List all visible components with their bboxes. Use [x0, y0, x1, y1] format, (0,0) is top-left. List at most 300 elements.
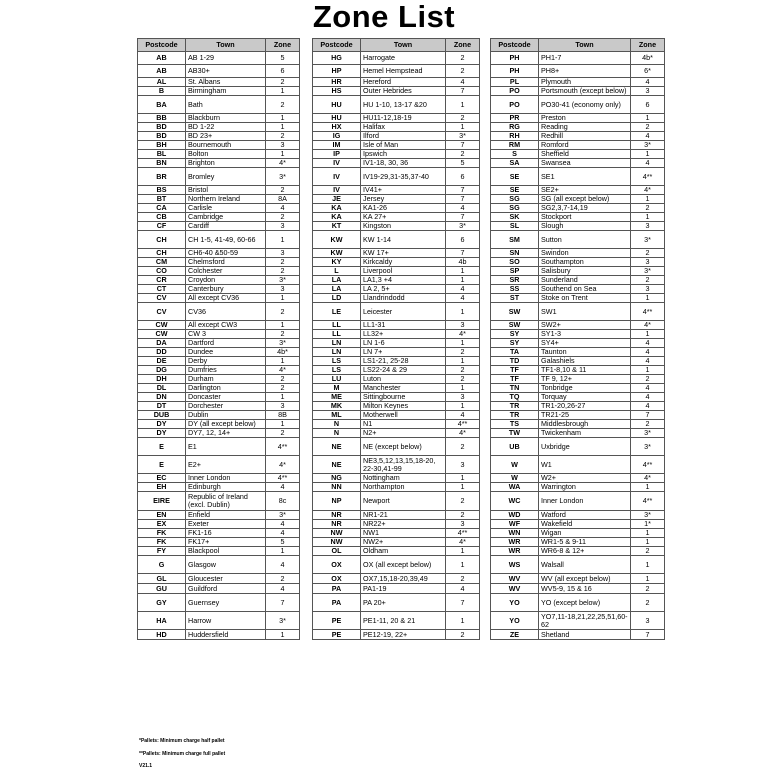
town-cell: Reading — [539, 123, 631, 132]
zone-cell: 7 — [446, 87, 480, 96]
town-cell: PA1-19 — [361, 584, 446, 594]
table-row — [491, 267, 665, 276]
table-row — [491, 594, 665, 612]
town-cell: OX7,15,18-20,39,49 — [361, 574, 446, 584]
postcode-cell: GL — [138, 574, 186, 584]
zone-cell: 5 — [266, 52, 300, 65]
table-row — [138, 78, 300, 87]
zone-cell: 4* — [631, 186, 665, 195]
zone-cell: 1 — [631, 538, 665, 547]
postcode-cell: PR — [491, 114, 539, 123]
table-row — [313, 285, 480, 294]
town-cell: Dundee — [186, 348, 266, 357]
zone-cell: 4 — [631, 132, 665, 141]
zone-cell: 2 — [631, 584, 665, 594]
table-row — [138, 294, 300, 303]
postcode-cell: YO — [491, 594, 539, 612]
postcode-cell: HU — [313, 114, 361, 123]
zone-cell: 4 — [266, 204, 300, 213]
table-row — [313, 87, 480, 96]
town-cell: All except CW3 — [186, 321, 266, 330]
postcode-cell: HA — [138, 612, 186, 630]
postcode-cell: CM — [138, 258, 186, 267]
town-cell: CH 1-5, 41-49, 60-66 — [186, 231, 266, 249]
town-cell: NE (except below) — [361, 438, 446, 456]
postcode-cell: FY — [138, 547, 186, 556]
table-row — [491, 114, 665, 123]
table-row — [138, 348, 300, 357]
table-row — [313, 321, 480, 330]
zone-cell: 1 — [446, 303, 480, 321]
header-town: Town — [186, 39, 266, 52]
town-cell: Chelmsford — [186, 258, 266, 267]
town-cell: YO7,11-18,21,22,25,51,60-62 — [539, 612, 631, 630]
table-row — [138, 321, 300, 330]
town-cell: PH8+ — [539, 65, 631, 78]
zone-cell: 4b* — [631, 52, 665, 65]
zone-cell: 1 — [266, 357, 300, 366]
zone-cell: 2 — [446, 511, 480, 520]
postcode-cell: KW — [313, 249, 361, 258]
town-cell: Birmingham — [186, 87, 266, 96]
postcode-cell: PO — [491, 96, 539, 114]
zone-cell: 4 — [631, 348, 665, 357]
table-row — [313, 456, 480, 474]
postcode-cell: KA — [313, 204, 361, 213]
table-row — [491, 150, 665, 159]
postcode-cell: UB — [491, 438, 539, 456]
zone-cell: 1 — [446, 357, 480, 366]
postcode-cell: EN — [138, 511, 186, 520]
postcode-cell: YO — [491, 612, 539, 630]
town-cell: Swindon — [539, 249, 631, 258]
town-cell: SE2+ — [539, 186, 631, 195]
zone-cell: 1 — [266, 150, 300, 159]
town-cell: Inner London — [539, 492, 631, 511]
table-row — [313, 168, 480, 186]
postcode-cell: HU — [313, 96, 361, 114]
table-row — [138, 52, 300, 65]
version-label: V21.1 — [139, 763, 153, 769]
town-cell: Northampton — [361, 483, 446, 492]
zone-cell: 3* — [266, 339, 300, 348]
table-row — [313, 612, 480, 630]
header-zone: Zone — [446, 39, 480, 52]
zone-cell: 1 — [631, 556, 665, 574]
table-row — [313, 366, 480, 375]
postcode-cell: FK — [138, 538, 186, 547]
table-row — [313, 594, 480, 612]
postcode-cell: DH — [138, 375, 186, 384]
table-row — [313, 267, 480, 276]
postcode-cell: WD — [491, 511, 539, 520]
zone-cell: 3* — [631, 429, 665, 438]
zone-cell: 6* — [631, 65, 665, 78]
zone-cell: 1 — [631, 366, 665, 375]
zone-cell: 2 — [266, 258, 300, 267]
zone-cell: 2 — [266, 384, 300, 393]
zone-cell: 3* — [631, 231, 665, 249]
town-cell: Inner London — [186, 474, 266, 483]
table-row — [313, 186, 480, 195]
postcode-cell: CW — [138, 330, 186, 339]
postcode-cell: WV — [491, 584, 539, 594]
zone-cell: 6 — [266, 65, 300, 78]
town-cell: Stoke on Trent — [539, 294, 631, 303]
zone-cell: 2 — [446, 375, 480, 384]
zone-cell: 3* — [631, 141, 665, 150]
zone-cell: 2 — [266, 78, 300, 87]
table-row — [491, 411, 665, 420]
zone-cell: 2 — [446, 65, 480, 78]
town-cell: Cambridge — [186, 213, 266, 222]
header-zone: Zone — [266, 39, 300, 52]
table-row — [491, 96, 665, 114]
town-cell: Milton Keynes — [361, 402, 446, 411]
table-row — [313, 556, 480, 574]
town-cell: Bromley — [186, 168, 266, 186]
zone-cell: 2 — [631, 249, 665, 258]
zone-cell: 1 — [446, 384, 480, 393]
town-cell: Llandrindodd — [361, 294, 446, 303]
town-cell: SW1 — [539, 303, 631, 321]
table-row — [491, 612, 665, 630]
town-cell: E1 — [186, 438, 266, 456]
postcode-cell: GY — [138, 594, 186, 612]
postcode-cell: AL — [138, 78, 186, 87]
zone-cell: 3 — [266, 141, 300, 150]
table-row — [138, 249, 300, 258]
zone-cell: 2 — [266, 213, 300, 222]
postcode-cell: SY — [491, 330, 539, 339]
table-row — [491, 195, 665, 204]
table-row — [491, 249, 665, 258]
zone-cell: 2 — [446, 114, 480, 123]
zone-cell: 4 — [631, 159, 665, 168]
zone-cell: 2 — [266, 375, 300, 384]
table-row — [313, 411, 480, 420]
zone-cell: 1 — [446, 267, 480, 276]
postcode-cell: PA — [313, 584, 361, 594]
table-row — [491, 87, 665, 96]
town-cell: Sheffield — [539, 150, 631, 159]
table-row — [138, 87, 300, 96]
zone-cell: 4 — [631, 339, 665, 348]
table-row — [313, 159, 480, 168]
postcode-cell: EC — [138, 474, 186, 483]
town-cell: LA 2, 5+ — [361, 285, 446, 294]
zone-cell: 7 — [446, 195, 480, 204]
table-row — [491, 294, 665, 303]
town-cell: Canterbury — [186, 285, 266, 294]
table-row — [138, 594, 300, 612]
postcode-cell: WS — [491, 556, 539, 574]
town-cell: FK17+ — [186, 538, 266, 547]
table-row — [138, 168, 300, 186]
postcode-cell: MK — [313, 402, 361, 411]
zone-cell: 3 — [446, 520, 480, 529]
table-row — [313, 529, 480, 538]
postcode-cell: NW — [313, 538, 361, 547]
postcode-cell: TQ — [491, 393, 539, 402]
postcode-cell: GU — [138, 584, 186, 594]
town-cell: YO (except below) — [539, 594, 631, 612]
town-cell: Harrow — [186, 612, 266, 630]
table-row — [313, 276, 480, 285]
zone-cell: 4* — [446, 538, 480, 547]
table-row — [138, 303, 300, 321]
postcode-cell: ST — [491, 294, 539, 303]
town-cell: HU 1-10, 13-17 &20 — [361, 96, 446, 114]
town-cell: Bristol — [186, 186, 266, 195]
postcode-cell: DY — [138, 429, 186, 438]
town-cell: Taunton — [539, 348, 631, 357]
postcode-cell: CV — [138, 294, 186, 303]
postcode-cell: FK — [138, 529, 186, 538]
zone-cell: 3* — [266, 511, 300, 520]
table-row — [491, 402, 665, 411]
table-row — [491, 276, 665, 285]
table-row — [313, 375, 480, 384]
table-row — [313, 258, 480, 267]
table-row — [138, 186, 300, 195]
postcode-cell: WA — [491, 483, 539, 492]
zone-cell: 1 — [266, 87, 300, 96]
town-cell: Republic of Ireland (excl. Dublin) — [186, 492, 266, 511]
town-cell: LL32+ — [361, 330, 446, 339]
table-row — [491, 556, 665, 574]
table-row — [138, 330, 300, 339]
town-cell: NR22+ — [361, 520, 446, 529]
zone-cell: 1 — [266, 123, 300, 132]
postcode-cell: BD — [138, 123, 186, 132]
table-row — [491, 529, 665, 538]
zone-cell: 2 — [266, 330, 300, 339]
town-cell: BD 1-22 — [186, 123, 266, 132]
postcode-cell: PH — [491, 52, 539, 65]
page-title: Zone List — [312, 0, 456, 34]
table-row — [491, 222, 665, 231]
table-row — [313, 357, 480, 366]
footnote-half-pallet: *Pallets: Minimum charge half pallet — [139, 738, 225, 744]
zone-cell: 3* — [631, 511, 665, 520]
zone-cell: 2 — [446, 150, 480, 159]
zone-cell: 4 — [631, 402, 665, 411]
table-row — [313, 393, 480, 402]
zone-cell: 1 — [446, 402, 480, 411]
zone-cell: 3 — [631, 87, 665, 96]
table-row — [138, 276, 300, 285]
town-cell: Doncaster — [186, 393, 266, 402]
town-cell: KW 1-14 — [361, 231, 446, 249]
zone-cell: 3* — [631, 267, 665, 276]
zone-cell: 1 — [446, 483, 480, 492]
zone-cell: 1 — [446, 123, 480, 132]
town-cell: Dartford — [186, 339, 266, 348]
town-cell: Watford — [539, 511, 631, 520]
postcode-cell: LS — [313, 366, 361, 375]
postcode-cell: ML — [313, 411, 361, 420]
town-cell: LL1-31 — [361, 321, 446, 330]
zone-cell: 4* — [266, 456, 300, 474]
zone-cell: 1 — [446, 556, 480, 574]
postcode-cell: OX — [313, 574, 361, 584]
postcode-cell: HP — [313, 65, 361, 78]
town-cell: SY4+ — [539, 339, 631, 348]
zone-cell: 4 — [631, 357, 665, 366]
postcode-cell: DG — [138, 366, 186, 375]
table-row — [491, 330, 665, 339]
table-row — [313, 492, 480, 511]
zone-cell: 8c — [266, 492, 300, 511]
table-row — [313, 52, 480, 65]
postcode-cell: SS — [491, 285, 539, 294]
postcode-cell: SN — [491, 249, 539, 258]
town-cell: Middlesbrough — [539, 420, 631, 429]
table-row — [138, 538, 300, 547]
table-row — [138, 456, 300, 474]
zone-cell: 4* — [631, 474, 665, 483]
postcode-cell: RH — [491, 132, 539, 141]
postcode-cell: IV — [313, 159, 361, 168]
zone-cell: 1 — [266, 547, 300, 556]
table-row — [313, 438, 480, 456]
town-cell: Leicester — [361, 303, 446, 321]
postcode-cell: NE — [313, 438, 361, 456]
postcode-cell: DY — [138, 420, 186, 429]
postcode-cell: WC — [491, 492, 539, 511]
postcode-cell: AB — [138, 52, 186, 65]
postcode-cell: PE — [313, 630, 361, 640]
table-row — [138, 492, 300, 511]
town-cell: TF1-8,10 & 11 — [539, 366, 631, 375]
zone-cell: 5 — [266, 538, 300, 547]
postcode-cell: PE — [313, 612, 361, 630]
postcode-cell: ME — [313, 393, 361, 402]
zone-cell: 3 — [266, 249, 300, 258]
town-cell: Jersey — [361, 195, 446, 204]
postcode-cell: M — [313, 384, 361, 393]
town-cell: SY1-3 — [539, 330, 631, 339]
postcode-cell: LU — [313, 375, 361, 384]
postcode-cell: G — [138, 556, 186, 574]
table-row — [313, 574, 480, 584]
town-cell: Northern Ireland — [186, 195, 266, 204]
town-cell: BD 23+ — [186, 132, 266, 141]
postcode-cell: SP — [491, 267, 539, 276]
table-row — [491, 65, 665, 78]
town-cell: WV5-9, 15 & 16 — [539, 584, 631, 594]
zone-cell: 4* — [266, 159, 300, 168]
town-cell: TF 9, 12+ — [539, 375, 631, 384]
table-row — [138, 630, 300, 640]
town-cell: Halifax — [361, 123, 446, 132]
zone-cell: 7 — [446, 249, 480, 258]
postcode-cell: DL — [138, 384, 186, 393]
postcode-cell: LD — [313, 294, 361, 303]
table-row — [138, 132, 300, 141]
town-cell: Galashiels — [539, 357, 631, 366]
table-row — [138, 438, 300, 456]
town-cell: Salisbury — [539, 267, 631, 276]
zone-cell: 1 — [266, 321, 300, 330]
zone-cell: 2 — [266, 267, 300, 276]
town-cell: All except CV36 — [186, 294, 266, 303]
postcode-cell: NG — [313, 474, 361, 483]
table-row — [491, 357, 665, 366]
zone-cell: 3 — [266, 402, 300, 411]
zone-cell: 3* — [266, 612, 300, 630]
town-cell: Sutton — [539, 231, 631, 249]
table-row — [491, 393, 665, 402]
table-row — [313, 384, 480, 393]
postcode-cell: JE — [313, 195, 361, 204]
postcode-cell: NW — [313, 529, 361, 538]
zone-cell: 1 — [631, 483, 665, 492]
postcode-cell: KY — [313, 258, 361, 267]
table-row — [313, 294, 480, 303]
town-cell: Kingston — [361, 222, 446, 231]
postcode-cell: WN — [491, 529, 539, 538]
zone-cell: 7 — [446, 594, 480, 612]
table-row — [138, 204, 300, 213]
town-cell: Liverpool — [361, 267, 446, 276]
town-cell: KW 17+ — [361, 249, 446, 258]
postcode-cell: TW — [491, 429, 539, 438]
postcode-cell: HR — [313, 78, 361, 87]
town-cell: WR6-8 & 12+ — [539, 547, 631, 556]
postcode-cell: OX — [313, 556, 361, 574]
postcode-cell: CW — [138, 321, 186, 330]
town-cell: Plymouth — [539, 78, 631, 87]
zone-cell: 2 — [446, 366, 480, 375]
table-row — [491, 321, 665, 330]
table-row — [313, 547, 480, 556]
zone-cell: 2 — [446, 438, 480, 456]
zone-cell: 4 — [446, 584, 480, 594]
town-cell: Glasgow — [186, 556, 266, 574]
zone-cell: 8A — [266, 195, 300, 204]
town-cell: Isle of Man — [361, 141, 446, 150]
town-cell: NR1-21 — [361, 511, 446, 520]
table-row — [491, 285, 665, 294]
postcode-cell: WR — [491, 547, 539, 556]
postcode-cell: SO — [491, 258, 539, 267]
town-cell: Guildford — [186, 584, 266, 594]
zone-cell: 4 — [266, 529, 300, 538]
postcode-cell: RM — [491, 141, 539, 150]
postcode-cell: CR — [138, 276, 186, 285]
town-cell: IV1-18, 30, 36 — [361, 159, 446, 168]
zone-cell: 2 — [266, 303, 300, 321]
table-row — [138, 420, 300, 429]
town-cell: Sunderland — [539, 276, 631, 285]
zone-cell: 1 — [631, 150, 665, 159]
town-cell: SG2,3,7-14,19 — [539, 204, 631, 213]
zone-cell: 1 — [446, 96, 480, 114]
table-row — [491, 366, 665, 375]
zone-cell: 7 — [446, 213, 480, 222]
town-cell: LN 1-6 — [361, 339, 446, 348]
postcode-cell: LS — [313, 357, 361, 366]
table-row — [313, 339, 480, 348]
table-row — [313, 231, 480, 249]
table-row — [491, 213, 665, 222]
zone-cell: 1 — [631, 294, 665, 303]
table-row — [138, 357, 300, 366]
table-row — [138, 258, 300, 267]
table-row — [313, 222, 480, 231]
